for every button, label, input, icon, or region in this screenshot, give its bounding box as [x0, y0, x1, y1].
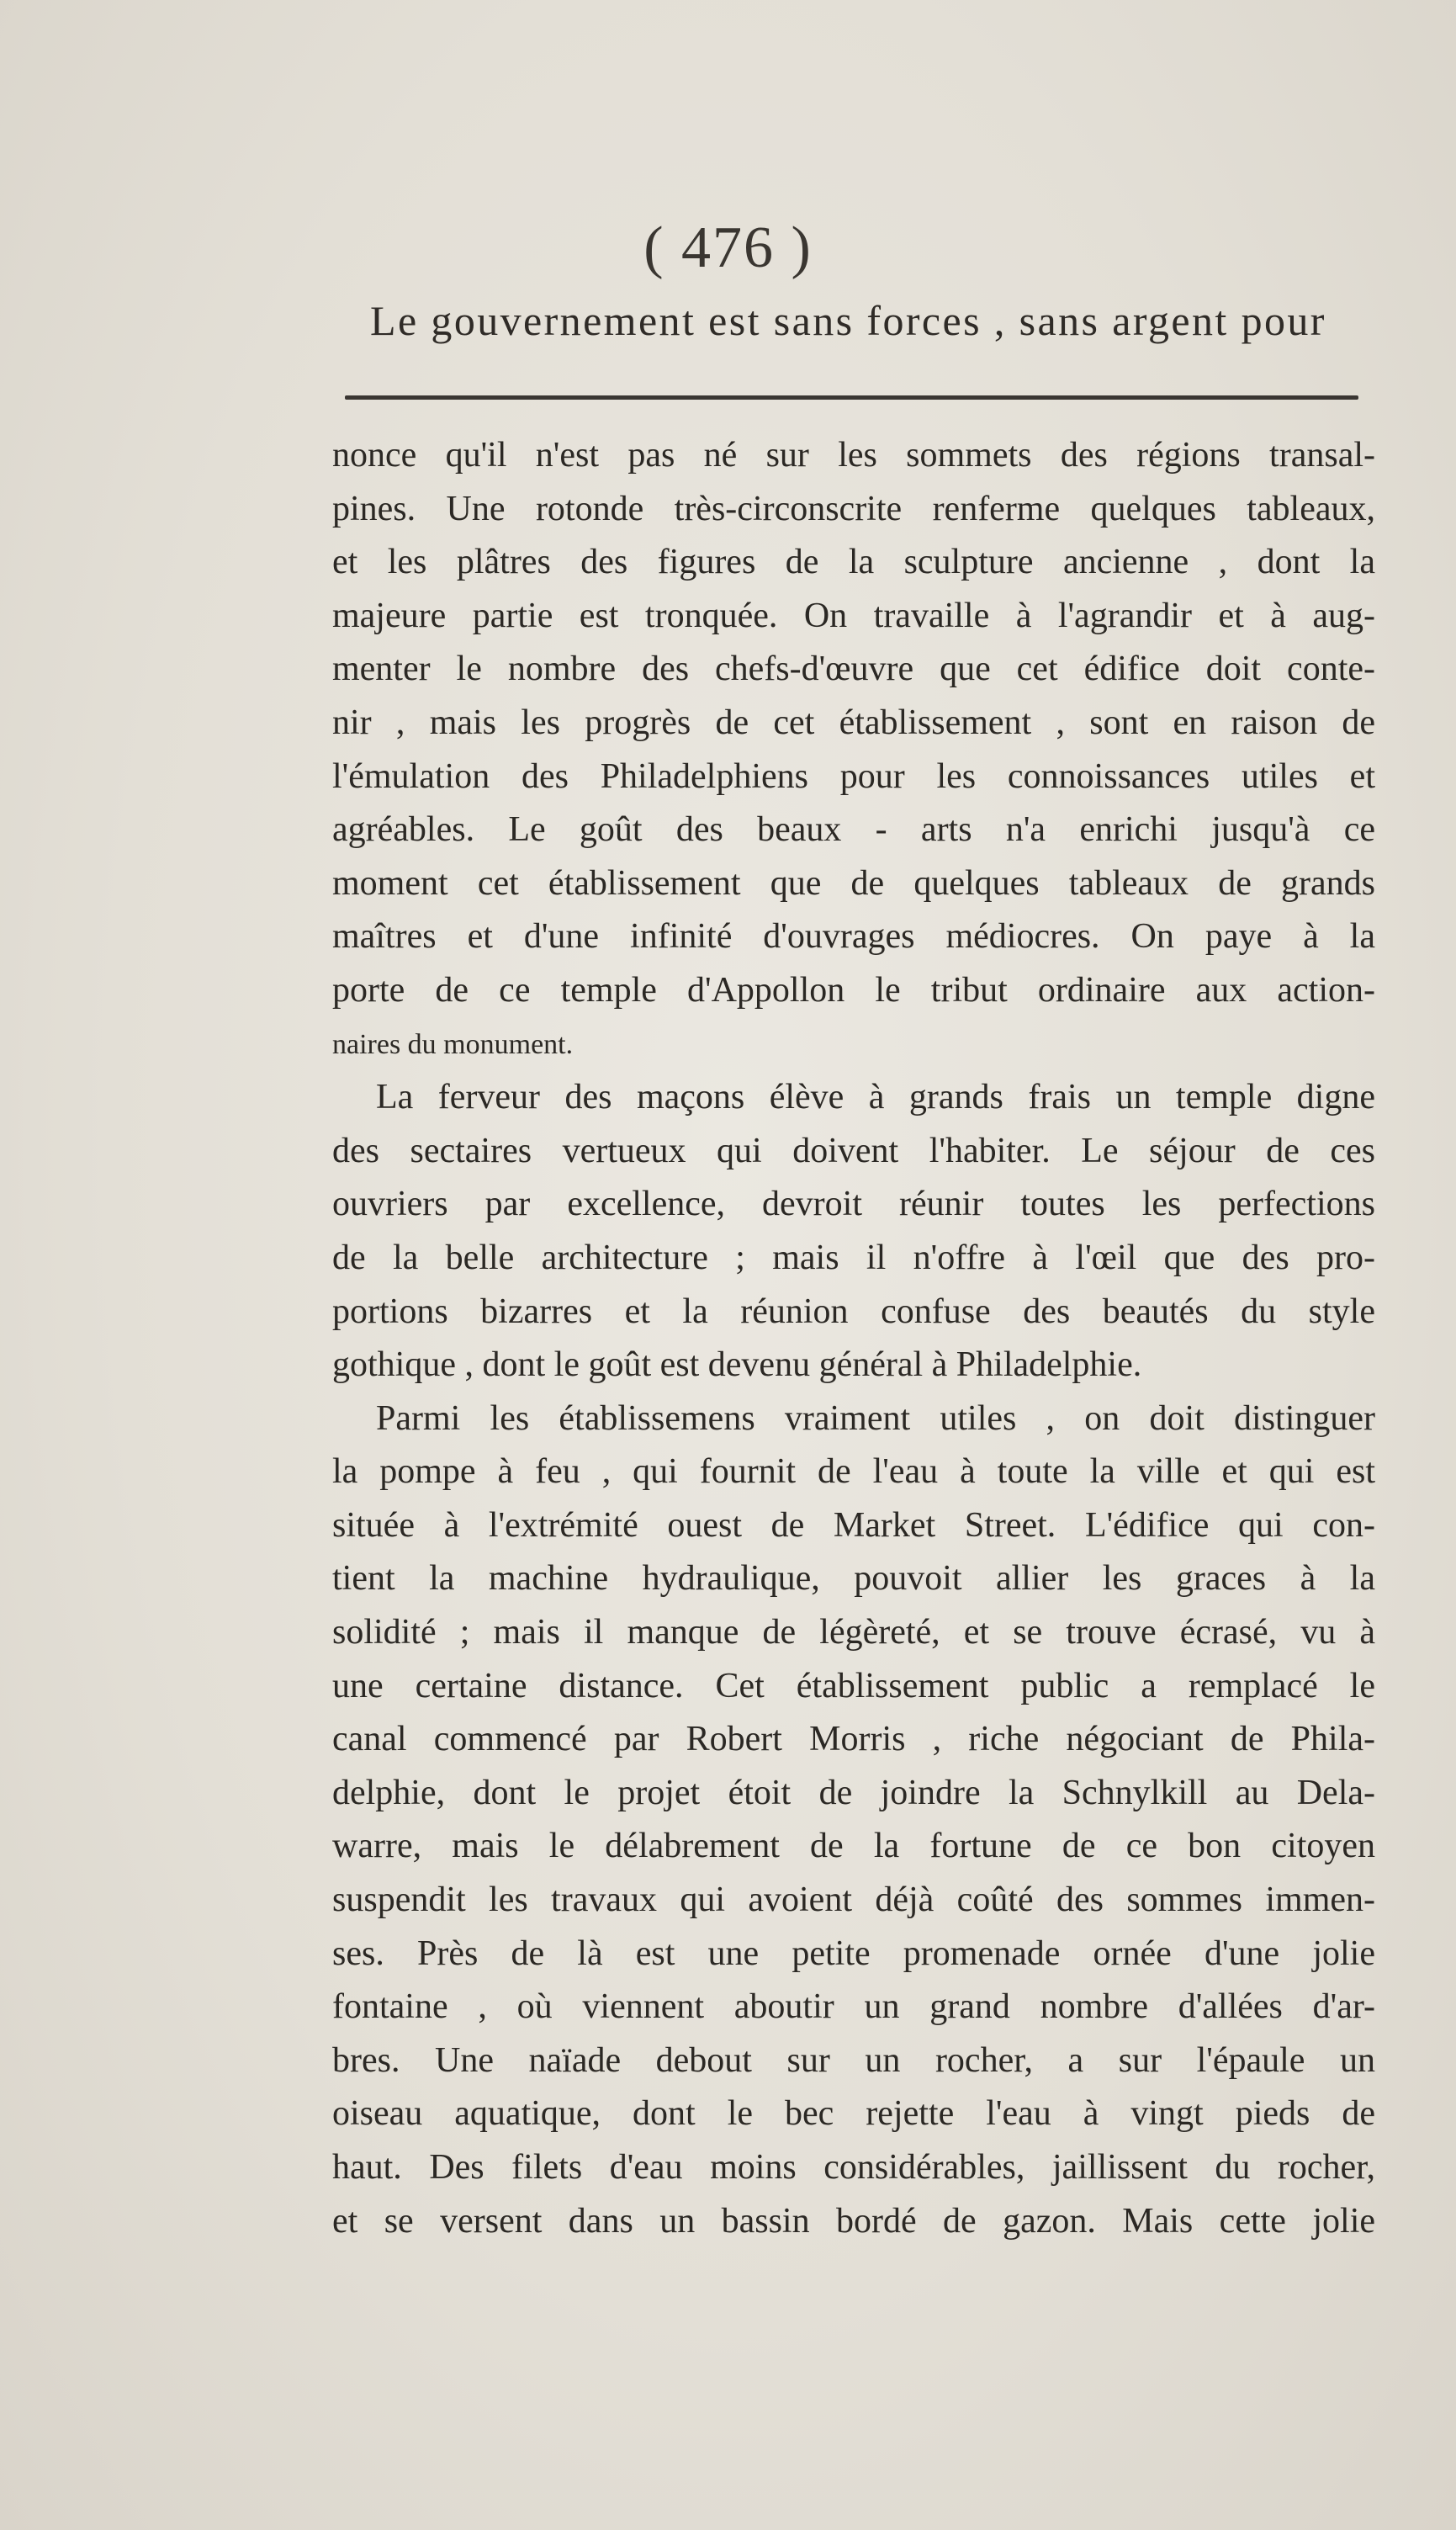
text-line: la pompe à feu , qui fournit de l'eau à toute la ville et qui est: [332, 1452, 1375, 1492]
text-line: naires du monument.: [332, 1028, 574, 1060]
text-line: fontaine , où viennent aboutir un grand nombre d'allées d'ar-: [332, 1987, 1375, 2027]
body-text: [332, 429, 1375, 2248]
text-line: et se versent dans un bassin bordé de gazon. Mais cette jolie: [332, 2201, 1375, 2241]
text-line: agréables. Le goût des beaux - arts n'a enrichi jusqu'à ce: [332, 810, 1375, 850]
text-line: des sectaires vertueux qui doivent l'habiter. Le séjour de ces: [332, 1131, 1375, 1170]
text-line: solidité ; mais il manque de légèreté, et se trouve écrasé, vu à: [332, 1613, 1375, 1652]
text-line: bres. Une naïade debout sur un rocher, a sur l'épaule un: [332, 2040, 1375, 2080]
text-line: tient la machine hydraulique, pouvoit allier les graces à la: [332, 1559, 1375, 1599]
text-line: majeure partie est tronquée. On travaille à l'agrandir et à aug-: [332, 596, 1375, 635]
text-line: menter le nombre des chefs-d'œuvre que cet édifice doit conte-: [332, 650, 1375, 689]
text-line: et les plâtres des figures de la sculpture ancienne , dont la: [332, 543, 1375, 582]
text-line: canal commencé par Robert Morris , riche négociant de Phila-: [332, 1720, 1375, 1759]
text-line: nonce qu'il n'est pas né sur les sommets des régions transal-: [332, 436, 1375, 475]
text-line: l'émulation des Philadelphiens pour les connoissances utiles et: [332, 756, 1375, 796]
text-line: moment cet établissement que de quelques tableaux de grands: [332, 863, 1375, 903]
text-line: warre, mais le délabrement de la fortune de ce bon citoyen: [332, 1827, 1375, 1866]
page-number: ( 476 ): [643, 215, 813, 280]
header-rule: [345, 395, 1358, 400]
text-line: oiseau aquatique, dont le bec rejette l'eau à vingt pieds de: [332, 2094, 1375, 2134]
text-line: Parmi les établissemens vraiment utiles , on doit distinguer: [376, 1398, 1375, 1438]
text-line: située à l'extrémité ouest de Market Street. L'édifice qui con-: [332, 1505, 1375, 1545]
text-line: portions bizarres et la réunion confuse des beautés du style: [332, 1292, 1375, 1331]
text-line: suspendit les travaux qui avoient déjà coûté des sommes immen-: [332, 1880, 1375, 1920]
text-line: La ferveur des maçons élève à grands frais un temple digne: [376, 1078, 1375, 1117]
text-line: delphie, dont le projet étoit de joindre la Schnylkill au Dela-: [332, 1773, 1375, 1812]
text-line: haut. Des filets d'eau moins considérables, jaillissent du rocher,: [332, 2148, 1375, 2187]
text-line: porte de ce temple d'Appollon le tribut ordinaire aux action-: [332, 970, 1375, 1010]
text-line: ses. Près de là est une petite promenade ornée d'une jolie: [332, 1933, 1375, 1973]
text-line: maîtres et d'une infinité d'ouvrages médiocres. On paye à la: [332, 917, 1375, 957]
text-line: gothique , dont le goût est devenu général à Philadelphie.: [332, 1345, 1142, 1385]
text-line: ouvriers par excellence, devroit réunir toutes les perfections: [332, 1185, 1375, 1224]
text-line: de la belle architecture ; mais il n'offre à l'œil que des pro-: [332, 1238, 1375, 1277]
running-head: Le gouvernement est sans forces , sans argent pour: [370, 297, 1326, 344]
text-line: une certaine distance. Cet établissement public a remplacé le: [332, 1666, 1375, 1705]
text-line: nir , mais les progrès de cet établissement , sont en raison de: [332, 703, 1375, 742]
text-line: pines. Une rotonde très-circonscrite renferme quelques tableaux,: [332, 489, 1375, 528]
